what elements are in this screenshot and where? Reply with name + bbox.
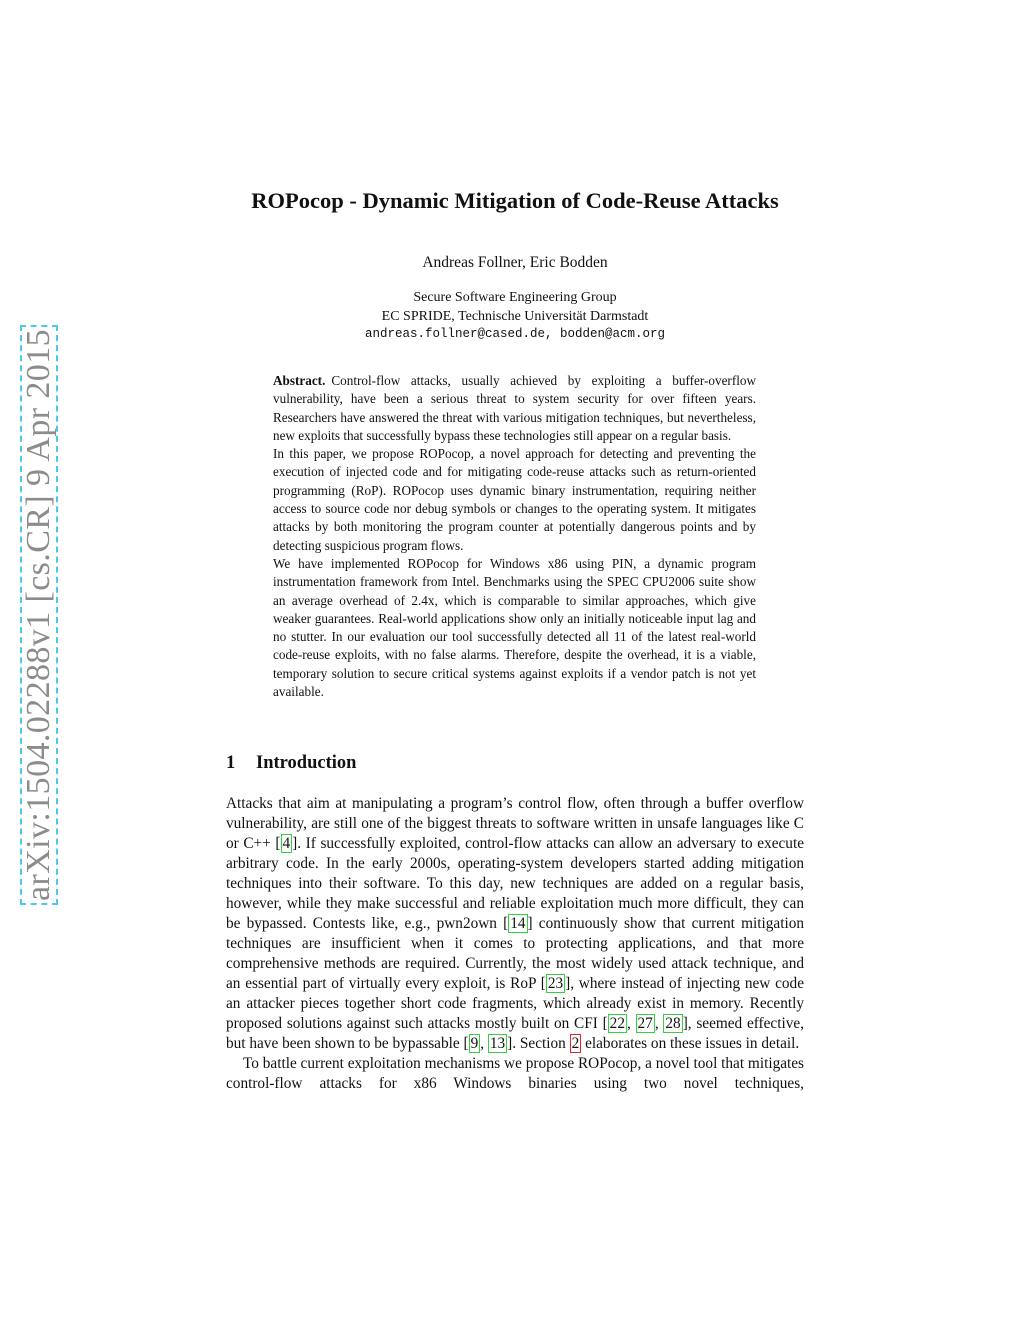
abstract [273, 372, 756, 701]
citation-link[interactable]: 14 [510, 915, 526, 932]
intro-text: Attacks that aim at manipulating a program’s control flow, often through a buffer overflow vulnerability, are still one of the biggest threats to software written in unsafe languages like C or C++ [ [226, 795, 804, 852]
citation-link[interactable]: 13 [489, 1035, 506, 1052]
citation-separator: , [626, 1015, 636, 1032]
introduction-body [226, 794, 804, 1094]
citation-link[interactable]: 4 [282, 835, 291, 852]
email-follner[interactable]: andreas.follner@cased.de [364, 327, 545, 341]
citation-link[interactable]: 22 [609, 1015, 625, 1032]
email-bodden[interactable]: bodden@acm.org [560, 327, 666, 341]
abstract-label: Abstract. [273, 373, 326, 388]
abstract-paragraph-3: We have implemented ROPocop for Windows x86 using PIN, a dynamic program instrumentation framework from Intel. Benchmarks using the SPEC CPU2006 suite show an average overhead of 2.4x, which is comparable to similar approaches, which give weaker guarantees. Real-world applications show only an initially noticeable input lag and no stutter. In our evaluation our tool successfully detected all 11 of the latest real-world code-reuse exploits, with no false alarms. Therefore, despite the overhead, it is a viable, temporary solution to secure critical systems against exploits if a vendor patch is not yet available. [273, 555, 756, 700]
intro-text: elaborates on these issues in detail. [581, 1035, 800, 1052]
intro-paragraph-1 [226, 794, 804, 1054]
abstract-text-1: Control-flow attacks, usually achieved by exploiting a buffer-overflow vulnerability, have been a serious threat to system security for over fifteen years. Researchers have answered the threat with various mitigation techniques, but nevertheless, new exploits that successfully bypass these technologies still appear on a regular basis. [273, 373, 756, 443]
citation-link[interactable]: 28 [665, 1015, 681, 1032]
abstract-paragraph-1 [273, 372, 756, 445]
intro-paragraph-2: To battle current exploitation mechanisms we propose ROPocop, a novel tool that mitigates control-flow attacks for x86 Windows binaries using two novel techniques, [226, 1055, 804, 1092]
affiliation-institution: EC SPRIDE, Technische Universität Darmstadt [381, 309, 649, 324]
arxiv-stamp[interactable]: arXiv:1504.02288v1 [cs.CR] 9 Apr 2015 [20, 329, 57, 901]
intro-text: ]. If successfully exploited, control-flow attacks can allow an adversary to execute arbitrary code. In the early 2000s, operating-system developers started adding mitigation techniques into their software. To this day, new techniques are added on a regular basis, however, while they make successful and reliable exploitation much more difficult, they can be bypassed. Contests like, e.g., pwn2own [ [226, 835, 804, 932]
citation-link[interactable]: 23 [547, 975, 564, 992]
intro-text: ] continuously show that current mitigation techniques are insufficient when it comes to protecting applications, and that more comprehensive methods are required. Currently, the most widely used attack technique, and an essential part of virtually every exploit, is RoP [ [226, 915, 804, 992]
authors: Andreas Follner, Eric Bodden [422, 254, 608, 271]
section-title: Introduction [256, 753, 357, 773]
intro-text: ], where instead of injecting new code an attacker pieces together short code fragments, which already exist in memory. Recently proposed solutions against such attacks mostly built on CFI [ [226, 975, 804, 1032]
author-emails [0, 327, 1024, 341]
paper-title: ROPocop - Dynamic Mitigation of Code-Reuse Attacks [251, 188, 779, 213]
citation-separator: , [654, 1015, 664, 1032]
citation-separator: , [480, 1035, 488, 1052]
section-number: 1 [226, 753, 236, 773]
email-separator: , [544, 327, 560, 341]
section-reference-link[interactable]: 2 [571, 1035, 580, 1052]
section-heading [226, 753, 356, 774]
citation-link[interactable]: 27 [637, 1015, 653, 1032]
intro-text: ]. Section [507, 1035, 570, 1052]
affiliation-group: Secure Software Engineering Group [413, 290, 617, 305]
intro-text: ], seemed effective, but have been shown to be bypassable [ [226, 1015, 804, 1052]
abstract-paragraph-2: In this paper, we propose ROPocop, a novel approach for detecting and preventing the execution of injected code and for mitigating code-reuse attacks such as return-oriented programming (RoP). ROPocop uses dynamic binary instrumentation, requiring neither access to source code nor debug symbols or changes to the operating system. It mitigates attacks by both monitoring the program counter at potentially dangerous points and by detecting suspicious program flows. [273, 446, 756, 553]
citation-link[interactable]: 9 [470, 1035, 479, 1052]
